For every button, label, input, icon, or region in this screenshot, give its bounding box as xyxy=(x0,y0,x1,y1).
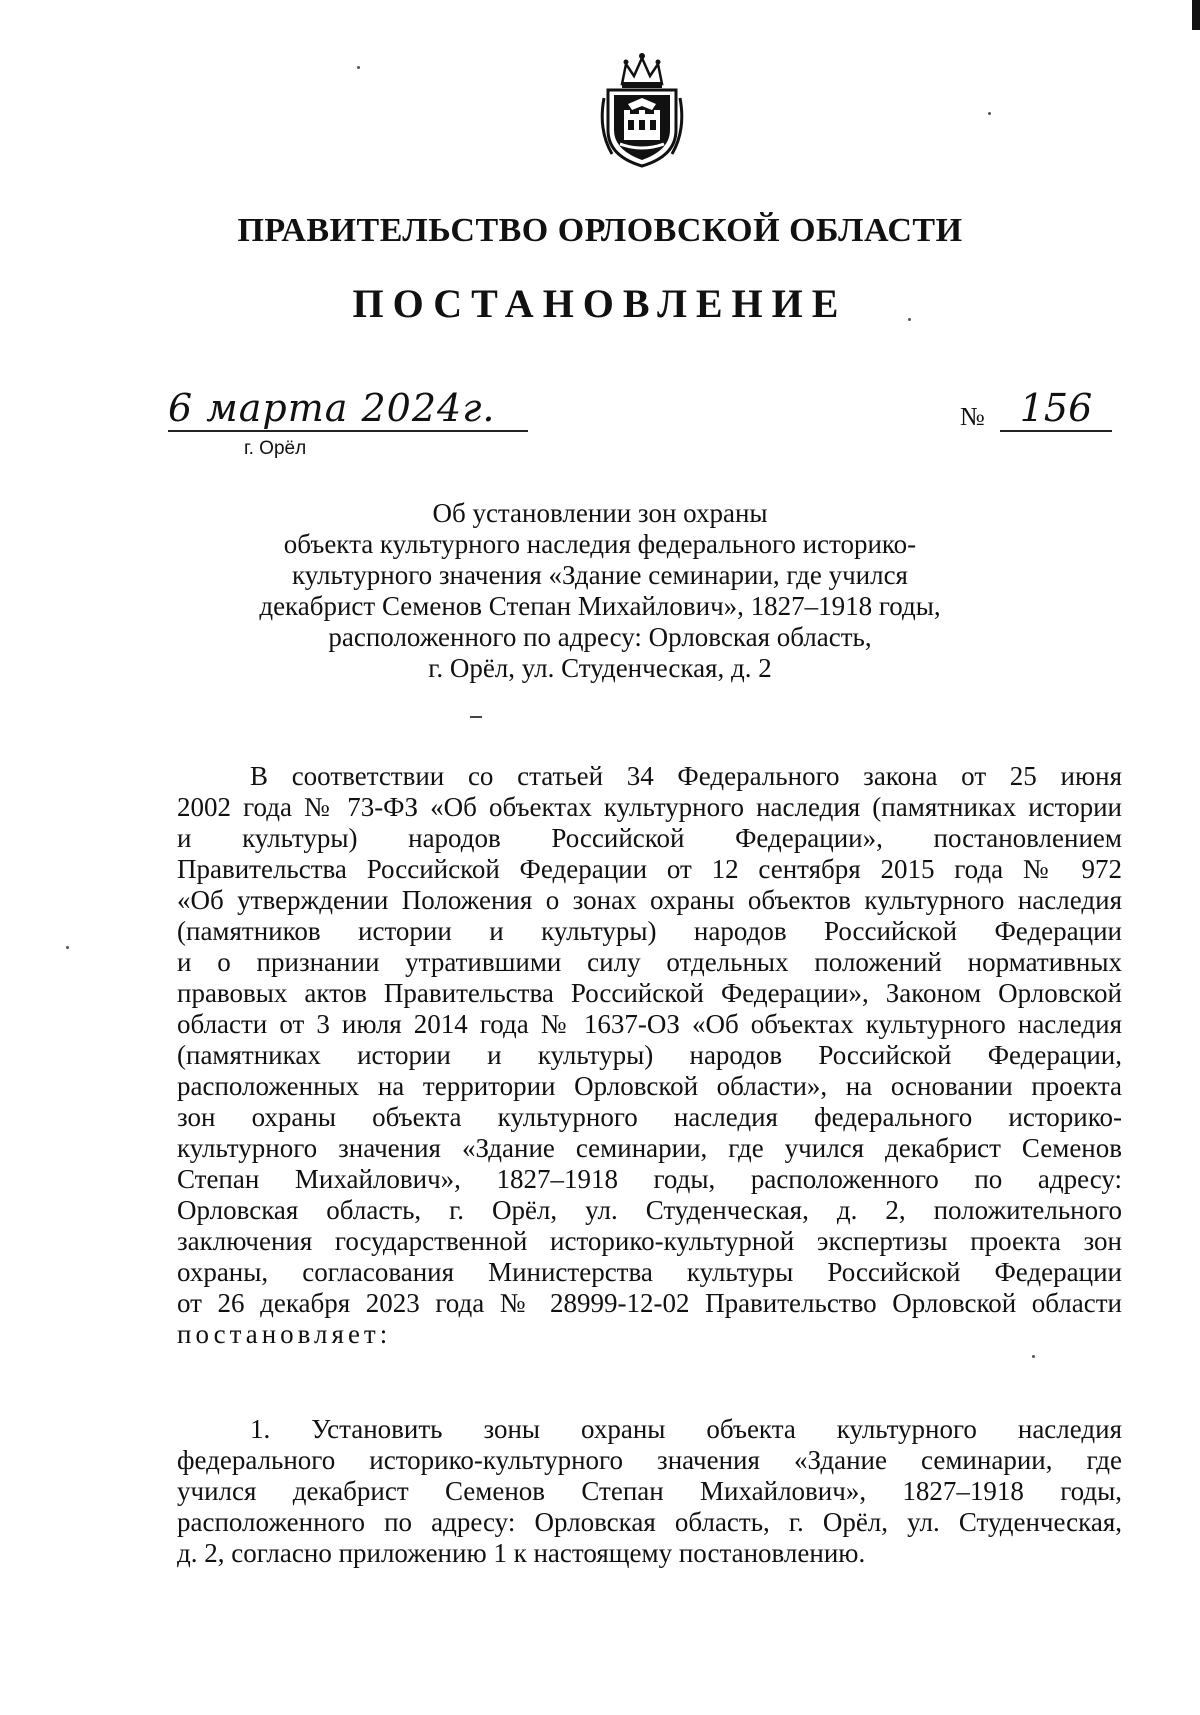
scan-speck xyxy=(357,66,360,69)
resolves-word: постановляет: xyxy=(177,1319,392,1349)
title-line: объекта культурного наследия федерального историко- xyxy=(283,529,917,559)
text-line: от 26 декабря 2023 года № 28999-12-02 Правительство Орловской области xyxy=(177,1288,1122,1318)
scan-speck xyxy=(988,112,991,115)
text-line: и культуры) народов Российской Федерации», постановлением xyxy=(177,823,1122,853)
text-line: культурного значения «Здание семинарии, где учился декабрист Семенов xyxy=(177,1133,1122,1163)
scan-speck xyxy=(1032,1355,1035,1358)
number-label: № xyxy=(960,402,985,431)
text-line: зон охраны объекта культурного наследия федерального историко- xyxy=(177,1102,1122,1132)
text-line: 2002 года № 73-ФЗ «Об объектах культурного наследия (памятниках истории xyxy=(177,792,1122,822)
text-line: Степан Михайлович», 1827–1918 годы, расположенного по адресу: xyxy=(177,1164,1122,1194)
preamble-paragraph xyxy=(177,761,1122,1350)
text-line: области от 3 июля 2014 года № 1637-ОЗ «Об объектах культурного наследия xyxy=(177,1009,1122,1039)
text-line: заключения государственной историко-культурной экспертизы проекта зон xyxy=(177,1226,1122,1256)
text-line: охраны, согласования Министерства культуры Российской Федерации xyxy=(177,1257,1122,1287)
document-type-heading: ПОСТАНОВЛЕНИЕ xyxy=(352,281,848,326)
text-line: расположенного по адресу: Орловская область, г. Орёл, ул. Студенческая, xyxy=(177,1507,1122,1537)
scan-edge-mark xyxy=(1192,0,1200,30)
item-1-paragraph xyxy=(177,1414,1122,1569)
text-line: (памятников истории и культуры) народов Российской Федерации xyxy=(177,916,1122,946)
text-line: 1. Установить зоны охраны объекта культурного наследия xyxy=(250,1414,1122,1444)
text-line: Правительства Российской Федерации от 12 сентября 2015 года № 972 xyxy=(177,854,1122,884)
scan-speck xyxy=(908,318,911,321)
title-line: культурного значения «Здание семинарии, где учился xyxy=(292,560,908,590)
text-line: д. 2, согласно приложению 1 к настоящему постановлению. xyxy=(177,1538,866,1568)
handwritten-date: 6 марта 2024г. xyxy=(168,386,528,432)
title-line: декабрист Семенов Степан Михайлович», 1827–1918 годы, xyxy=(259,591,941,621)
document-title xyxy=(200,498,1000,684)
text-line: «Об утверждении Положения о зонах охраны объектов культурного наследия xyxy=(177,885,1122,915)
organization-heading: ПРАВИТЕЛЬСТВО ОРЛОВСКОЙ ОБЛАСТИ xyxy=(237,212,963,249)
handwritten-number: 156 xyxy=(1000,386,1112,432)
text-line: Орловская область, г. Орёл, ул. Студенческая, д. 2, положительного xyxy=(177,1195,1122,1225)
title-line: расположенного по адресу: Орловская область, xyxy=(328,622,872,652)
separator-dash xyxy=(470,716,482,718)
text-line: расположенных на территории Орловской области», на основании проекта xyxy=(177,1071,1122,1101)
title-line: г. Орёл, ул. Студенческая, д. 2 xyxy=(428,653,772,683)
text-line: федерального историко-культурного значения «Здание семинарии, где xyxy=(177,1445,1122,1475)
text-line: учился декабрист Семенов Степан Михайлович», 1827–1918 годы, xyxy=(177,1476,1122,1506)
city-label: г. Орёл xyxy=(244,438,307,459)
text-line: и о признании утратившими силу отдельных положений нормативных xyxy=(177,947,1122,977)
orel-region-coat-of-arms-icon xyxy=(598,50,686,170)
text-line: В соответствии со статьей 34 Федерального закона от 25 июня xyxy=(250,761,1122,791)
title-line: Об установлении зон охраны xyxy=(432,498,768,528)
text-line: (памятниках истории и культуры) народов Российской Федерации, xyxy=(177,1040,1122,1070)
scan-speck xyxy=(66,946,69,949)
text-line: правовых актов Правительства Российской Федерации», Законом Орловской xyxy=(177,978,1122,1008)
